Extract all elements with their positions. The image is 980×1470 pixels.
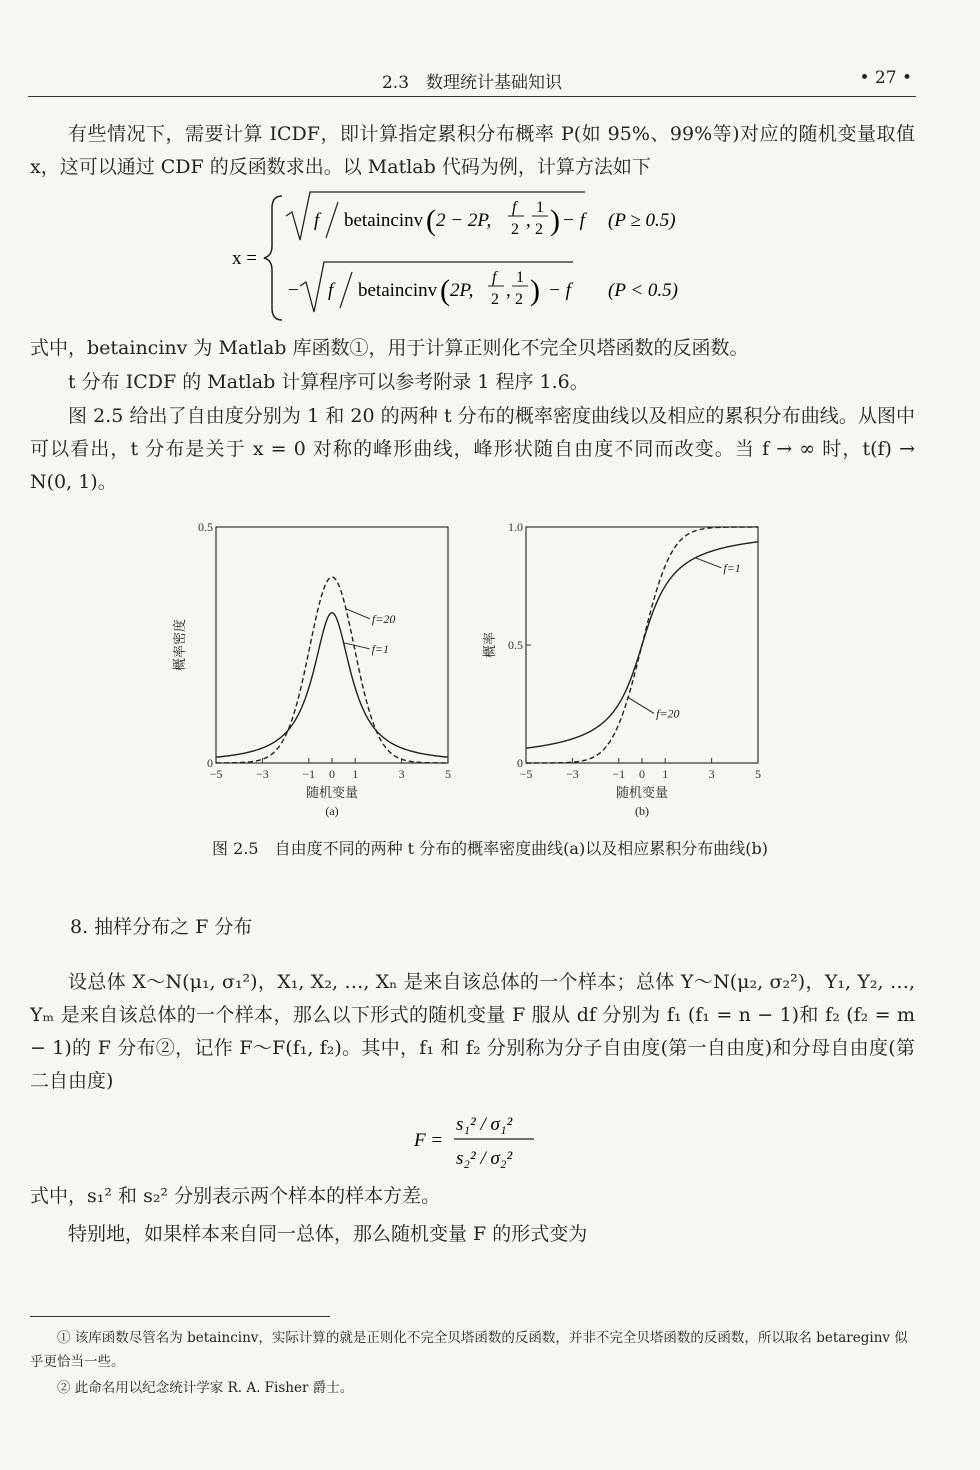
svg-text:f: f: [492, 269, 497, 286]
svg-text:2: 2: [535, 221, 543, 238]
panel-label: (a): [325, 804, 339, 818]
svg-text:2P,: 2P,: [450, 280, 474, 301]
x-axis-label: 随机变量: [305, 785, 359, 800]
series-annotation: f=1: [371, 641, 390, 656]
paragraph-program-ref: t 分布 ICDF 的 Matlab 计算程序可以参考附录 1 程序 1.6。: [68, 371, 589, 393]
svg-text:−: −: [288, 280, 299, 301]
annotation-leader: [695, 558, 721, 568]
condition-row1: (P ≥ 0.5): [608, 210, 676, 231]
svg-text:− f: − f: [562, 210, 585, 231]
x-tick-label: 3: [398, 767, 405, 781]
plot-frame: [216, 527, 448, 763]
annotation-leader: [346, 609, 370, 619]
series-annotation: f=20: [371, 611, 396, 626]
svg-text:2 − 2P,: 2 − 2P,: [436, 210, 492, 231]
paragraph-figure-desc: 图 2.5 给出了自由度分别为 1 和 20 的两种 t 分布的概率密度曲线以及相应的累积分布曲线。从图中可以看出，t 分布是关于 x = 0 对称的峰形曲线，峰形状随自由度不同而改变。当 f → ∞ 时，t(f) → N(0, 1)。: [30, 405, 915, 493]
f-numerator: s₁² / σ₁²: [456, 1114, 513, 1135]
x-tick-label: 0: [329, 767, 335, 781]
x-tick-label: 5: [445, 767, 451, 781]
x-tick-label: −5: [209, 767, 223, 781]
running-header: [28, 66, 916, 97]
svg-text:2: 2: [491, 291, 499, 308]
svg-text:(: (: [426, 204, 436, 237]
svg-text:): ): [530, 274, 540, 307]
svg-text:F =: F =: [414, 1130, 444, 1151]
eq1-lhs: x =: [232, 248, 257, 269]
y-tick-label: 1.0: [508, 520, 523, 534]
annotation-leader: [344, 643, 370, 649]
x-axis-label: 随机变量: [615, 785, 669, 800]
x-tick-label: −3: [566, 767, 579, 781]
x-tick-label: 0: [639, 767, 645, 781]
f-equation: [412, 1106, 542, 1176]
condition-row2: (P < 0.5): [608, 280, 678, 301]
header-title: 2.3 数理统计基础知识: [381, 73, 563, 93]
x-tick-label: −1: [302, 767, 316, 781]
svg-text:1: 1: [516, 269, 524, 286]
svg-text:(: (: [440, 274, 450, 307]
footnote-1: ① 该库函数尽管名为 betaincinv，实际计算的就是正则化不完全贝塔函数的反函数，并非不完全贝塔函数的反函数，所以取名 betareginv 似乎更恰当一些。: [30, 1330, 908, 1370]
chart-b-cdf: [470, 515, 780, 829]
svg-text:betaincinv: betaincinv: [358, 280, 438, 301]
svg-text:betaincinv: betaincinv: [344, 210, 424, 231]
panel-label: (b): [635, 804, 649, 818]
x-tick-label: 3: [708, 767, 715, 781]
svg-text:,: ,: [506, 280, 511, 301]
svg-text:f: f: [512, 199, 517, 216]
paragraph-same-population: 特别地，如果样本来自同一总体，那么随机变量 F 的形式变为: [68, 1223, 588, 1245]
section-title: 8. 抽样分布之 F 分布: [70, 916, 253, 938]
chart-a-svg: [160, 515, 470, 825]
paragraph-sample-variance: 式中，s₁² 和 s₂² 分别表示两个样本的样本方差。: [30, 1185, 441, 1207]
paragraph-icdf-intro: 有些情况下，需要计算 ICDF，即计算指定累积分布概率 P(如 95%、99%等)对应的随机变量取值 x，这可以通过 CDF 的反函数求出。以 Matlab 代码为例，计算方法如下: [30, 123, 915, 178]
footnote-rule: [30, 1316, 330, 1317]
series-annotation: f=20: [656, 706, 680, 721]
chart-b-svg: [470, 515, 780, 825]
chart-a-pdf: [160, 515, 470, 829]
x-tick-label: 5: [755, 767, 761, 781]
svg-text:): ): [550, 204, 560, 237]
svg-text:f: f: [314, 210, 320, 231]
y-tick-label: 0: [517, 756, 523, 770]
f-denominator: s₂² / σ₂²: [456, 1148, 513, 1169]
y-axis-label: 概率: [482, 631, 497, 659]
y-tick-label: 0: [207, 756, 213, 770]
footnote-2: ② 此命名用以纪念统计学家 R. A. Fisher 爵士。: [57, 1380, 354, 1396]
series-line-f1: [216, 613, 448, 757]
paragraph-betaincinv: 式中，betaincinv 为 Matlab 库函数①，用于计算正则化不完全贝塔函数的反函数。: [30, 337, 749, 359]
annotation-leader: [628, 697, 654, 713]
paragraph-f-distribution: 设总体 X～N(μ₁, σ₁²)，X₁, X₂, …, Xₙ 是来自该总体的一个样本；总体 Y～N(μ₂, σ₂²)，Y₁, Y₂, …, Yₘ 是来自该总体的一个样本，那么以下形式的随机变量 F 服从 df 分别为 f₁ (f₁ = n − 1)和 f₂ (f₂ = m − 1)的 F 分布②，记作 F～F(f₁, f₂)。其中，f₁ 和 f₂ 分别称为分子自由度(第一自由度)和分母自由度(第二自由度): [30, 971, 915, 1092]
svg-text:1: 1: [536, 199, 544, 216]
series-annotation: f=1: [723, 560, 741, 575]
x-tick-label: −5: [519, 767, 533, 781]
y-axis-label: 概率密度: [172, 618, 187, 672]
svg-text:f: f: [328, 280, 334, 301]
svg-text:2: 2: [511, 221, 519, 238]
y-tick-label: 0.5: [508, 638, 523, 652]
x-tick-label: −1: [612, 767, 626, 781]
svg-text:− f: − f: [548, 280, 571, 301]
svg-text:,: ,: [526, 210, 531, 231]
left-brace: [264, 196, 282, 320]
series-line-f20: [216, 577, 448, 763]
x-tick-label: 1: [662, 767, 669, 781]
svg-text:2: 2: [515, 291, 523, 308]
y-tick-label: 0.5: [198, 520, 213, 534]
page-number: • 27 •: [859, 68, 912, 88]
x-tick-label: 1: [352, 767, 359, 781]
x-tick-label: −3: [256, 767, 269, 781]
figure-caption: 图 2.5 自由度不同的两种 t 分布的概率密度曲线(a)以及相应累积分布曲线(b): [212, 839, 768, 858]
icdf-equation: [230, 188, 710, 328]
